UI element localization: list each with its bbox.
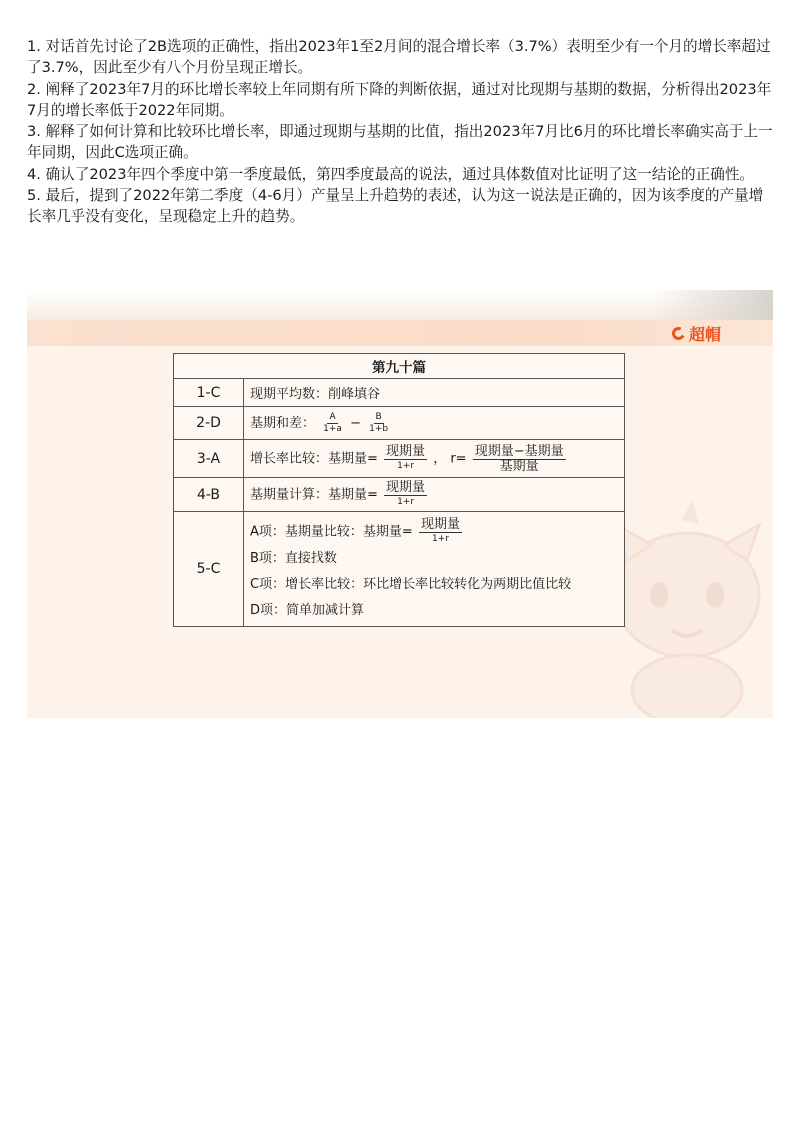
option-c-line: C项：增长率比较：环比增长率比较转化为两期比值比较	[250, 577, 572, 592]
table-row	[174, 407, 625, 440]
answer-explanation: 基期量计算：基期量= $\frac{\text{现期量}}{1+r}$	[244, 478, 625, 512]
formula-fraction: $\frac{\text{现期量}}{1+r}$	[386, 479, 426, 507]
answer-explanation: 现期平均数：削峰填谷	[244, 379, 625, 407]
answer-explanation: 基期和差： $\frac{A}{1+a}$ − $\frac{B}{1+b}$	[244, 407, 625, 440]
brand-logo	[672, 322, 721, 344]
table-row	[174, 379, 625, 407]
answer-key: 4-B	[174, 478, 244, 512]
summary-item-5: 5. 最后，提到了2022年第二季度（4-6月）产量呈上升趋势的表述，认为这一说法是正确的，因为该季度的产量增长率几乎没有变化，呈现稳定上升的趋势。	[27, 187, 764, 226]
formula-fraction: $\frac{B}{1+b}$	[369, 411, 389, 434]
table-row	[174, 512, 625, 627]
answer-key: 1-C	[174, 379, 244, 407]
answer-table	[173, 353, 625, 627]
summary-text	[27, 36, 775, 228]
table-title: 第九十篇	[174, 354, 625, 379]
answer-key: 2-D	[174, 407, 244, 440]
formula-fraction: $\frac{\text{现期量}}{1+r}$	[420, 517, 460, 544]
brand-logo-text: 超帽	[688, 324, 721, 344]
answer-key: 3-A	[174, 440, 244, 478]
answer-explanation: 增长率比较：基期量= $\frac{\text{现期量}}{1+r}$ ， r= $\frac{\text{现期量−基期量}}{\text{基期量}}$	[244, 440, 625, 478]
panel-stripe	[27, 320, 773, 346]
answer-explanation	[244, 512, 625, 627]
summary-item-4: 4. 确认了2023年四个季度中第一季度最低，第四季度最高的说法，通过具体数值对比证明了这一结论的正确性。	[27, 165, 755, 183]
brand-logo-icon	[670, 325, 687, 342]
option-b-line: B项：直接找数	[250, 551, 337, 566]
formula-fraction: $\frac{\text{现期量−基期量}}{\text{基期量}}$	[474, 443, 564, 474]
option-d-line: D项：简单加减计算	[250, 603, 365, 618]
table-row	[174, 478, 625, 512]
answer-key: 5-C	[174, 512, 244, 627]
panel-top-bar	[27, 290, 773, 320]
summary-item-1: 1. 对话首先讨论了2B选项的正确性，指出2023年1至2月间的混合增长率（3.7%）表明至少有一个月的增长率超过了3.7%，因此至少有八个月份呈现正增长。	[27, 38, 771, 77]
answer-image-panel	[27, 290, 773, 718]
formula-fraction: $\frac{\text{现期量}}{1+r}$	[386, 443, 426, 471]
option-a-line: A项：基期量比较：基期量= $\frac{\text{现期量}}{1+r}$	[250, 517, 460, 544]
summary-item-2: 2. 阐释了2023年7月的环比增长率较上年同期有所下降的判断依据，通过对比现期与基期的数据，分析得出2023年7月的增长率低于2022年同期。	[27, 80, 772, 119]
formula-fraction: $\frac{A}{1+a}$	[323, 411, 342, 434]
table-row	[174, 440, 625, 478]
summary-item-3: 3. 解释了如何计算和比较环比增长率，即通过现期与基期的比值，指出2023年7月比6月的环比增长率确实高于上一年同期，因此C选项正确。	[27, 123, 773, 162]
